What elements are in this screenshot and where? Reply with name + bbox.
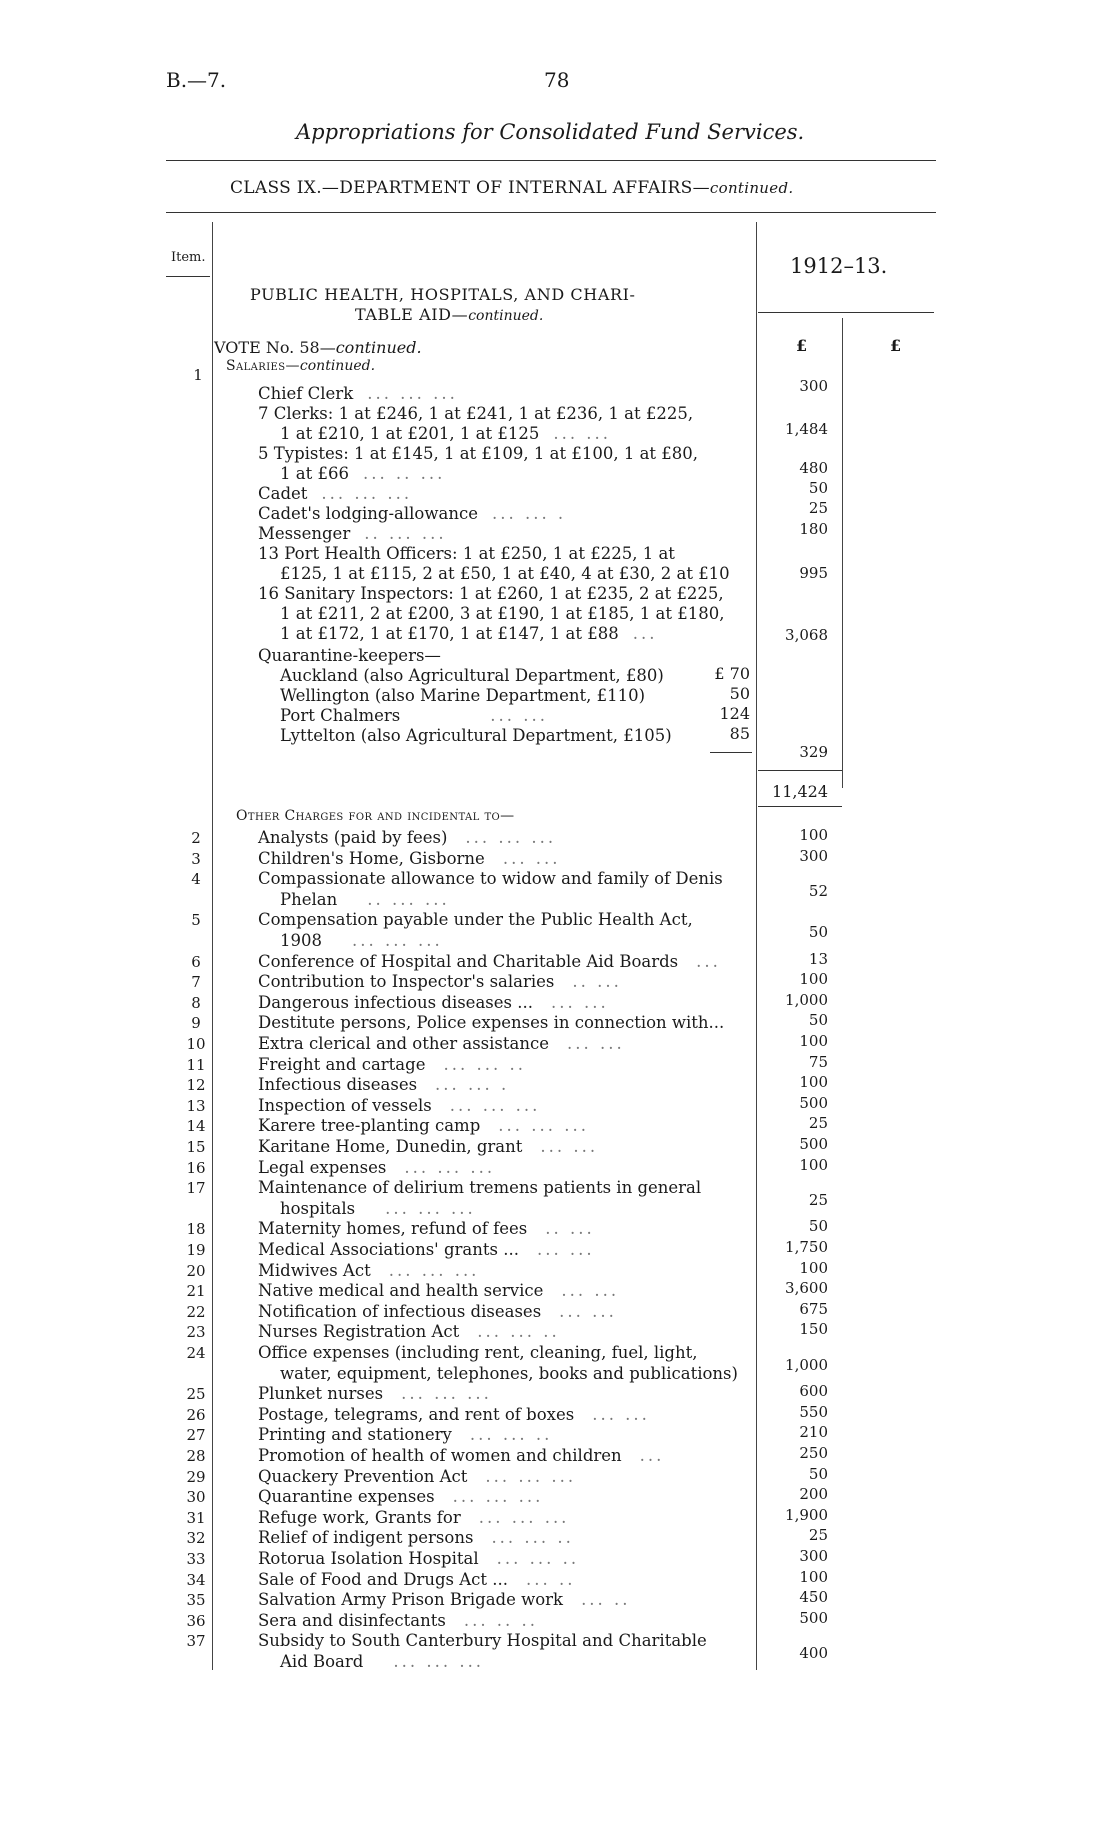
salary-line-text: 13 Port Health Officers: 1 at £250, 1 at £225, 1 at bbox=[258, 544, 675, 563]
item-number: 20 bbox=[186, 1261, 206, 1280]
leader-dots: ... ... ... bbox=[404, 1157, 496, 1177]
charge-amount: 210 bbox=[799, 1423, 828, 1442]
quarantine-text: Wellington (also Marine Department, £110) bbox=[280, 686, 646, 705]
charge-text: Quackery Prevention Act bbox=[258, 1466, 468, 1486]
charge-line bbox=[258, 1302, 617, 1322]
salary-line bbox=[258, 584, 724, 604]
leader-dots: ... ... bbox=[553, 424, 612, 443]
salary-line-text: £125, 1 at £115, 2 at £50, 1 at £40, 4 at £30, 2 at £10 bbox=[280, 564, 730, 583]
salaries-heading: Salaries—continued. bbox=[226, 358, 376, 374]
charge-text: Salvation Army Prison Brigade work bbox=[258, 1590, 564, 1610]
leader-dots: ... .. bbox=[581, 1590, 631, 1610]
item-number: 29 bbox=[186, 1467, 206, 1486]
charge-amount: 52 bbox=[808, 881, 828, 900]
leader-dots: ... ... bbox=[502, 848, 561, 868]
other-charges-heading: Other Charges for and incidental to— bbox=[236, 808, 515, 824]
charge-line bbox=[258, 1631, 707, 1651]
leader-dots: ... ... ... bbox=[478, 1507, 570, 1527]
charge-amount: 450 bbox=[799, 1588, 828, 1607]
quarantine-line bbox=[280, 666, 664, 686]
charge-text: Legal expenses bbox=[258, 1157, 387, 1177]
charge-amount: 500 bbox=[799, 1608, 828, 1627]
quarantine-amount: 85 bbox=[729, 724, 750, 743]
charge-amount: 300 bbox=[799, 1547, 828, 1565]
charge-amount: 100 bbox=[799, 1258, 828, 1277]
leader-dots: .. ... ... bbox=[364, 524, 447, 543]
salaries-total-rule bbox=[758, 770, 842, 771]
charge-line bbox=[258, 849, 561, 869]
salary-line bbox=[258, 646, 441, 666]
salary-line bbox=[258, 484, 412, 504]
charge-text: Office expenses (including rent, cleaning, fuel, light, bbox=[258, 1343, 698, 1362]
charge-amount: 1,750 bbox=[785, 1238, 828, 1256]
leader-dots: ... ... ... bbox=[401, 1384, 492, 1404]
salaries-total-underline bbox=[758, 806, 842, 807]
charge-line bbox=[258, 1013, 724, 1033]
leader-dots: ... ... ... bbox=[449, 1095, 541, 1115]
leader-dots: ... ... bbox=[540, 1137, 599, 1156]
item-number: 21 bbox=[186, 1282, 206, 1301]
charge-text: Midwives Act bbox=[258, 1260, 371, 1280]
charge-text: Refuge work, Grants for bbox=[258, 1507, 461, 1527]
salary-amount: 25 bbox=[808, 499, 828, 517]
charge-amount: 600 bbox=[799, 1382, 828, 1401]
leader-dots: ... ... ... bbox=[352, 931, 443, 950]
salary-line bbox=[280, 424, 611, 444]
pound-symbol-2: £ bbox=[890, 336, 902, 355]
salary-line-text: 1 at £211, 2 at £200, 3 at £190, 1 at £185, 1 at £180, bbox=[280, 604, 725, 623]
charge-amount: 100 bbox=[799, 1155, 828, 1174]
leader-dots: ... ... .. bbox=[496, 1549, 580, 1568]
charge-line bbox=[258, 1528, 574, 1548]
item-column-rule bbox=[212, 222, 213, 1670]
class-heading: CLASS IX.—DEPARTMENT OF INTERNAL AFFAIRS—continued. bbox=[230, 178, 794, 198]
item-number: 34 bbox=[186, 1570, 206, 1589]
charge-line-cont bbox=[280, 890, 450, 910]
charge-line bbox=[258, 1570, 575, 1590]
item-number: 37 bbox=[186, 1632, 206, 1651]
charge-line-cont bbox=[280, 1364, 738, 1384]
leader-dots: ... ... . bbox=[491, 504, 567, 523]
leader-dots: ... ... ... bbox=[393, 1652, 485, 1671]
charge-amount: 500 bbox=[799, 1135, 828, 1153]
charge-text: Rotorua Isolation Hospital bbox=[258, 1549, 479, 1568]
salaries-total: 11,424 bbox=[772, 782, 828, 801]
charge-line bbox=[258, 1467, 576, 1487]
item-number: 32 bbox=[186, 1529, 206, 1548]
charge-line bbox=[258, 1116, 589, 1136]
charge-text: Printing and stationery bbox=[258, 1425, 452, 1445]
leader-dots: ... ... .. bbox=[477, 1322, 560, 1342]
leader-dots: ... ... .. bbox=[443, 1054, 526, 1074]
charge-amount: 1,900 bbox=[785, 1505, 828, 1524]
charge-line bbox=[258, 993, 609, 1013]
salary-line-text: 7 Clerks: 1 at £246, 1 at £241, 1 at £236, 1 at £225, bbox=[258, 404, 694, 423]
quarantine-amount: 50 bbox=[729, 684, 750, 703]
leader-dots: ... ... bbox=[490, 706, 548, 725]
pound-symbol-1: £ bbox=[796, 336, 808, 355]
salary-line-text: 1 at £210, 1 at £201, 1 at £125 bbox=[280, 424, 540, 443]
item-number: 18 bbox=[186, 1220, 206, 1239]
salary-line-text: Cadet's lodging-allowance bbox=[258, 504, 478, 523]
charge-amount: 1,000 bbox=[785, 990, 828, 1009]
item-number: 28 bbox=[186, 1447, 206, 1465]
leader-dots: ... bbox=[696, 951, 721, 971]
salary-line-text: 1 at £172, 1 at £170, 1 at £147, 1 at £88 bbox=[280, 624, 619, 643]
charge-amount: 50 bbox=[808, 1217, 828, 1236]
quarantine-text: Lyttelton (also Agricultural Department, £105) bbox=[280, 726, 672, 745]
item-number: 26 bbox=[186, 1405, 206, 1424]
charge-line bbox=[258, 1508, 569, 1528]
charge-line-cont bbox=[280, 1652, 484, 1672]
charge-amount: 200 bbox=[799, 1485, 828, 1504]
leader-dots: ... ... ... bbox=[367, 384, 458, 403]
charge-line bbox=[258, 1425, 552, 1445]
charge-line bbox=[258, 1343, 698, 1363]
item-number: 6 bbox=[191, 952, 201, 971]
vote-heading: VOTE No. 58—continued. bbox=[214, 338, 422, 357]
leader-dots: ... .. .. bbox=[463, 1610, 539, 1630]
charge-text: Contribution to Inspector's salaries bbox=[258, 972, 555, 992]
charge-text: Analysts (paid by fees) bbox=[258, 828, 448, 847]
charge-line bbox=[258, 1549, 579, 1569]
leader-dots: ... ... ... bbox=[498, 1116, 589, 1136]
charge-line-cont bbox=[280, 931, 443, 951]
charge-text: Karitane Home, Dunedin, grant bbox=[258, 1137, 523, 1156]
leader-dots: ... ... ... bbox=[485, 1466, 577, 1486]
charge-amount: 100 bbox=[799, 1073, 828, 1092]
charge-amount: 13 bbox=[808, 949, 828, 968]
leader-dots: ... ... ... bbox=[465, 828, 557, 847]
charge-amount: 25 bbox=[808, 1526, 828, 1545]
charge-amount: 550 bbox=[799, 1402, 828, 1421]
charge-text-cont: water, equipment, telephones, books and publications) bbox=[280, 1363, 738, 1383]
item-number: 31 bbox=[186, 1508, 206, 1527]
item-number: 27 bbox=[186, 1426, 206, 1445]
charge-line bbox=[258, 1240, 595, 1260]
salary-amount: 180 bbox=[799, 520, 828, 538]
charge-line bbox=[258, 910, 693, 930]
charge-amount: 25 bbox=[808, 1114, 828, 1133]
charge-text: Conference of Hospital and Charitable Aid Boards bbox=[258, 951, 679, 971]
leader-dots: ... ... bbox=[559, 1301, 617, 1321]
salary-line bbox=[280, 464, 445, 484]
charge-line bbox=[258, 1322, 560, 1342]
charge-line bbox=[258, 1096, 540, 1116]
charge-text: Medical Associations' grants ... bbox=[258, 1240, 519, 1259]
leader-dots: .. ... ... bbox=[367, 889, 450, 909]
charge-text: Nurses Registration Act bbox=[258, 1322, 460, 1342]
charge-amount: 25 bbox=[808, 1190, 828, 1209]
item-number: 4 bbox=[191, 870, 201, 889]
charge-line bbox=[258, 1281, 619, 1301]
charge-text: Plunket nurses bbox=[258, 1384, 384, 1404]
charge-text: Compensation payable under the Public Health Act, bbox=[258, 910, 693, 930]
item-number: 23 bbox=[186, 1323, 206, 1342]
document-reference: B.—7. bbox=[166, 68, 227, 92]
charge-amount: 100 bbox=[799, 826, 828, 844]
item-number: 24 bbox=[186, 1344, 206, 1362]
charge-line bbox=[258, 828, 556, 848]
title-rule bbox=[166, 160, 936, 161]
quarantine-line bbox=[280, 686, 645, 706]
leader-dots: ... ... ... bbox=[452, 1487, 544, 1507]
salary-amount: 3,068 bbox=[785, 626, 828, 644]
leader-dots: ... .. bbox=[526, 1569, 576, 1589]
charge-line bbox=[258, 1405, 650, 1425]
charge-text: Promotion of health of women and children bbox=[258, 1446, 622, 1465]
charge-text: Postage, telegrams, and rent of boxes bbox=[258, 1404, 575, 1424]
charge-text-cont: hospitals bbox=[280, 1198, 356, 1218]
item-number: 12 bbox=[186, 1076, 206, 1095]
leader-dots: ... ... ... bbox=[385, 1198, 476, 1218]
charge-text: Karere tree-planting camp bbox=[258, 1116, 481, 1136]
item-number: 2 bbox=[191, 829, 201, 847]
charge-amount: 100 bbox=[799, 970, 828, 989]
item-number: 1 bbox=[193, 366, 203, 384]
charge-amount: 150 bbox=[799, 1320, 828, 1339]
leader-dots: ... ... bbox=[592, 1404, 650, 1424]
charge-text: Relief of indigent persons bbox=[258, 1528, 474, 1548]
charge-amount: 50 bbox=[808, 923, 828, 941]
charge-line bbox=[258, 952, 721, 972]
charge-text: Native medical and health service bbox=[258, 1281, 544, 1301]
leader-dots: ... ... .. bbox=[469, 1425, 553, 1445]
leader-dots: ... .. ... bbox=[362, 464, 446, 483]
salary-amount: 995 bbox=[799, 564, 828, 582]
item-number: 11 bbox=[186, 1055, 206, 1074]
charge-line bbox=[258, 1034, 625, 1054]
charge-amount: 3,600 bbox=[785, 1279, 828, 1298]
charge-line bbox=[258, 1219, 595, 1239]
salary-line-text: Chief Clerk bbox=[258, 384, 354, 403]
charge-line bbox=[258, 1611, 538, 1631]
salary-line-text: Quarantine-keepers— bbox=[258, 646, 441, 665]
charge-text: Notification of infectious diseases bbox=[258, 1301, 542, 1321]
charge-text-cont: Phelan bbox=[280, 889, 338, 909]
quarantine-total: 329 bbox=[799, 743, 828, 761]
charge-text-cont: 1908 bbox=[280, 931, 322, 950]
charge-text: Maternity homes, refund of fees bbox=[258, 1219, 528, 1239]
charge-text: Children's Home, Gisborne bbox=[258, 848, 485, 868]
quarantine-text: Auckland (also Agricultural Department, £80) bbox=[280, 666, 664, 685]
salary-line bbox=[280, 564, 730, 584]
leader-dots: .. ... bbox=[545, 1219, 595, 1239]
leader-dots: ... bbox=[639, 1446, 665, 1465]
charge-text: Quarantine expenses bbox=[258, 1487, 435, 1507]
salary-line bbox=[280, 624, 658, 644]
salary-amount: 1,484 bbox=[785, 420, 828, 438]
item-number: 8 bbox=[191, 993, 201, 1012]
leader-dots: ... ... bbox=[561, 1281, 620, 1301]
page-title: Appropriations for Consolidated Fund Services. bbox=[296, 120, 805, 144]
salary-line-text: Cadet bbox=[258, 484, 308, 503]
item-number: 9 bbox=[191, 1014, 201, 1033]
salary-line bbox=[258, 444, 698, 464]
quarantine-amount: £ 70 bbox=[714, 664, 750, 683]
leader-dots: ... bbox=[632, 624, 658, 643]
charge-amount: 100 bbox=[799, 1032, 828, 1050]
charge-amount: 675 bbox=[799, 1299, 828, 1318]
charge-text: Destitute persons, Police expenses in connection with... bbox=[258, 1013, 725, 1033]
salary-line bbox=[258, 404, 693, 424]
item-number: 36 bbox=[186, 1611, 206, 1630]
charge-text: Freight and cartage bbox=[258, 1054, 426, 1074]
page-number: 78 bbox=[544, 68, 570, 92]
charge-line bbox=[258, 1487, 543, 1507]
item-number: 3 bbox=[191, 849, 201, 868]
charge-amount: 75 bbox=[808, 1052, 828, 1071]
item-header-rule bbox=[166, 276, 210, 277]
year-rule bbox=[758, 312, 934, 313]
salary-line bbox=[258, 544, 675, 564]
item-number: 14 bbox=[186, 1117, 206, 1136]
charge-line bbox=[258, 1446, 664, 1466]
item-number: 19 bbox=[186, 1241, 206, 1259]
charge-line bbox=[258, 1137, 598, 1157]
quarantine-text: Port Chalmers bbox=[280, 706, 401, 725]
item-column-header: Item. bbox=[171, 250, 206, 265]
charge-amount: 300 bbox=[799, 846, 828, 865]
charge-line bbox=[258, 1590, 631, 1610]
class-rule bbox=[166, 212, 936, 213]
section-heading: PUBLIC HEALTH, HOSPITALS, AND CHARI- bbox=[250, 285, 636, 304]
charge-text: Dangerous infectious diseases ... bbox=[258, 992, 533, 1012]
item-number: 10 bbox=[186, 1035, 206, 1053]
charge-amount: 50 bbox=[808, 1464, 828, 1483]
leader-dots: ... ... bbox=[550, 992, 609, 1012]
leader-dots: ... ... . bbox=[435, 1075, 510, 1095]
leader-dots: ... ... ... bbox=[321, 484, 413, 503]
quarantine-subtotal-rule bbox=[710, 752, 752, 753]
charge-line bbox=[258, 1178, 701, 1198]
charge-amount: 1,000 bbox=[785, 1355, 828, 1374]
item-number: 5 bbox=[191, 911, 201, 930]
charge-amount: 50 bbox=[808, 1011, 828, 1030]
leader-dots: ... ... ... bbox=[388, 1260, 480, 1280]
charge-line bbox=[258, 869, 723, 889]
charge-line-cont bbox=[280, 1199, 476, 1219]
item-number: 15 bbox=[186, 1138, 206, 1156]
charge-text: Compassionate allowance to widow and family of Denis bbox=[258, 869, 723, 889]
salary-line bbox=[258, 384, 458, 404]
item-number: 22 bbox=[186, 1302, 206, 1321]
salary-line bbox=[258, 524, 447, 544]
charge-line bbox=[258, 1075, 509, 1095]
quarantine-line bbox=[280, 726, 672, 746]
section-heading-cont: TABLE AID—continued. bbox=[355, 305, 544, 324]
charge-line bbox=[258, 1384, 492, 1404]
leader-dots: .. ... bbox=[572, 972, 622, 992]
salary-amount: 300 bbox=[799, 377, 828, 395]
item-number: 16 bbox=[186, 1158, 206, 1177]
charge-text: Maintenance of delirium tremens patients in general bbox=[258, 1178, 702, 1198]
charge-text: Inspection of vessels bbox=[258, 1095, 432, 1115]
item-number: 33 bbox=[186, 1550, 206, 1568]
leader-dots: ... ... bbox=[566, 1034, 625, 1053]
charge-text-cont: Aid Board bbox=[280, 1652, 364, 1671]
charge-line bbox=[258, 972, 622, 992]
salary-amount: 50 bbox=[808, 479, 828, 497]
item-number: 25 bbox=[186, 1385, 206, 1404]
quarantine-amount: 124 bbox=[719, 704, 750, 723]
charge-text: Subsidy to South Canterbury Hospital and Charitable bbox=[258, 1631, 707, 1651]
salary-line-text: 1 at £66 bbox=[280, 464, 349, 483]
charge-text: Extra clerical and other assistance bbox=[258, 1034, 549, 1053]
salary-line-text: Messenger bbox=[258, 524, 351, 543]
charge-line bbox=[258, 1055, 526, 1075]
leader-dots: ... ... bbox=[536, 1240, 595, 1259]
charge-text: Infectious diseases bbox=[258, 1075, 418, 1095]
charge-line bbox=[258, 1261, 479, 1281]
salary-line-text: 16 Sanitary Inspectors: 1 at £260, 1 at £235, 2 at £225, bbox=[258, 584, 724, 603]
charge-amount: 400 bbox=[799, 1644, 828, 1662]
charge-line bbox=[258, 1158, 495, 1178]
item-number: 35 bbox=[186, 1591, 206, 1610]
charge-amount: 500 bbox=[799, 1093, 828, 1112]
item-number: 13 bbox=[186, 1096, 206, 1115]
quarantine-line bbox=[280, 706, 548, 726]
amount-column-rule bbox=[756, 222, 757, 1670]
charge-amount: 250 bbox=[799, 1444, 828, 1462]
charge-amount: 100 bbox=[799, 1567, 828, 1586]
item-number: 7 bbox=[191, 973, 201, 992]
leader-dots: ... ... .. bbox=[491, 1528, 574, 1548]
salary-amount: 480 bbox=[799, 459, 828, 477]
salary-line bbox=[280, 604, 724, 624]
salary-line bbox=[258, 504, 566, 524]
year-heading: 1912–13. bbox=[790, 254, 888, 278]
item-number: 30 bbox=[186, 1488, 206, 1507]
charge-text: Sera and disinfectants bbox=[258, 1610, 446, 1630]
item-number: 17 bbox=[186, 1179, 206, 1198]
charge-text: Sale of Food and Drugs Act ... bbox=[258, 1569, 508, 1589]
salary-line-text: 5 Typistes: 1 at £145, 1 at £109, 1 at £100, 1 at £80, bbox=[258, 444, 699, 463]
total-column-rule bbox=[842, 318, 843, 788]
